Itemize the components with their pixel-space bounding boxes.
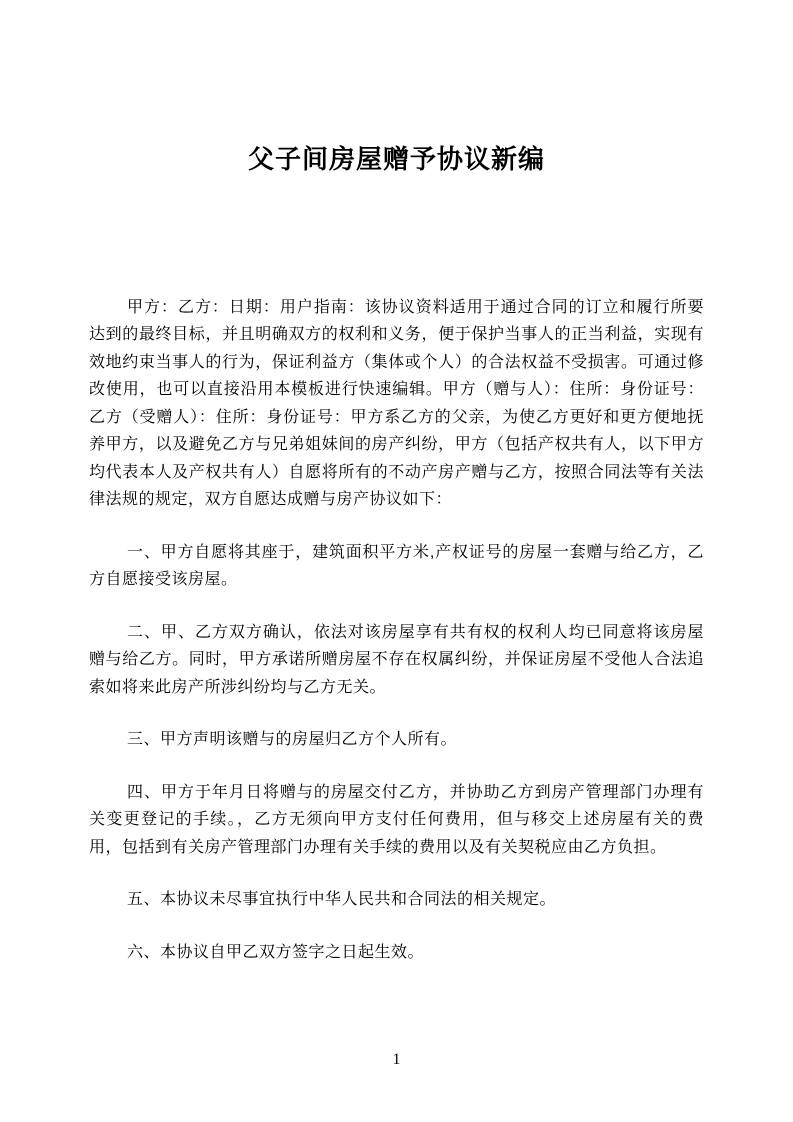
body-paragraph-intro: 甲方：乙方：日期：用户指南：该协议资料适用于通过合同的订立和履行所要达到的最终目标，并且明确双方的权利和义务，便于保护当事人的正当利益，实现有效地约束当事人的行为，保证利益方（集体或个人）的合法权益不受损害。可通过修改使用，也可以直接沿用本模板进行快速编辑。甲方（赠与人）：住所：身份证号：乙方（受赠人）：住所：身份证号：甲方系乙方的父亲，为使乙方更好和更方便地抚养甲方，以及避免乙方与兄弟姐妹间的房产纠纷，甲方（包括产权共有人，以下甲方均代表本人及产权共有人）自愿将所有的不动产房产赠与乙方，按照合同法等有关法律法规的规定，双方自愿达成赠与房产协议如下： <box>89 298 704 509</box>
body-paragraph-clause-4: 四、甲方于年月日将赠与的房屋交付乙方，并协助乙方到房产管理部门办理有关变更登记的手续。，乙方无须向甲方支付任何费用，但与移交上述房屋有关的费用，包括到有关房产管理部门办理有关手续的费用以及有关契税应由乙方负担。 <box>89 783 704 856</box>
body-paragraph-clause-5: 五、本协议未尽事宜执行中华人民共和合同法的相关规定。 <box>127 891 557 909</box>
body-paragraph-clause-1: 一、甲方自愿将其座于，建筑面积平方米,产权证号的房屋一套赠与给乙方，乙方自愿接受该房屋。 <box>89 543 704 589</box>
body-paragraph-clause-6: 六、本协议自甲乙双方签字之日起生效。 <box>127 943 425 961</box>
page-number: 1 <box>392 1051 401 1068</box>
body-paragraph-clause-3: 三、甲方声明该赠与的房屋归乙方个人所有。 <box>127 731 458 749</box>
document-title: 父子间房屋赠予协议新编 <box>247 144 545 174</box>
body-paragraph-clause-2: 二、甲、乙方双方确认，依法对该房屋享有共有权的权利人均已同意将该房屋赠与给乙方。同时，甲方承诺所赠房屋不存在权属纠纷，并保证房屋不受他人合法追索如将来此房产所涉纠纷均与乙方无关。 <box>89 623 704 696</box>
